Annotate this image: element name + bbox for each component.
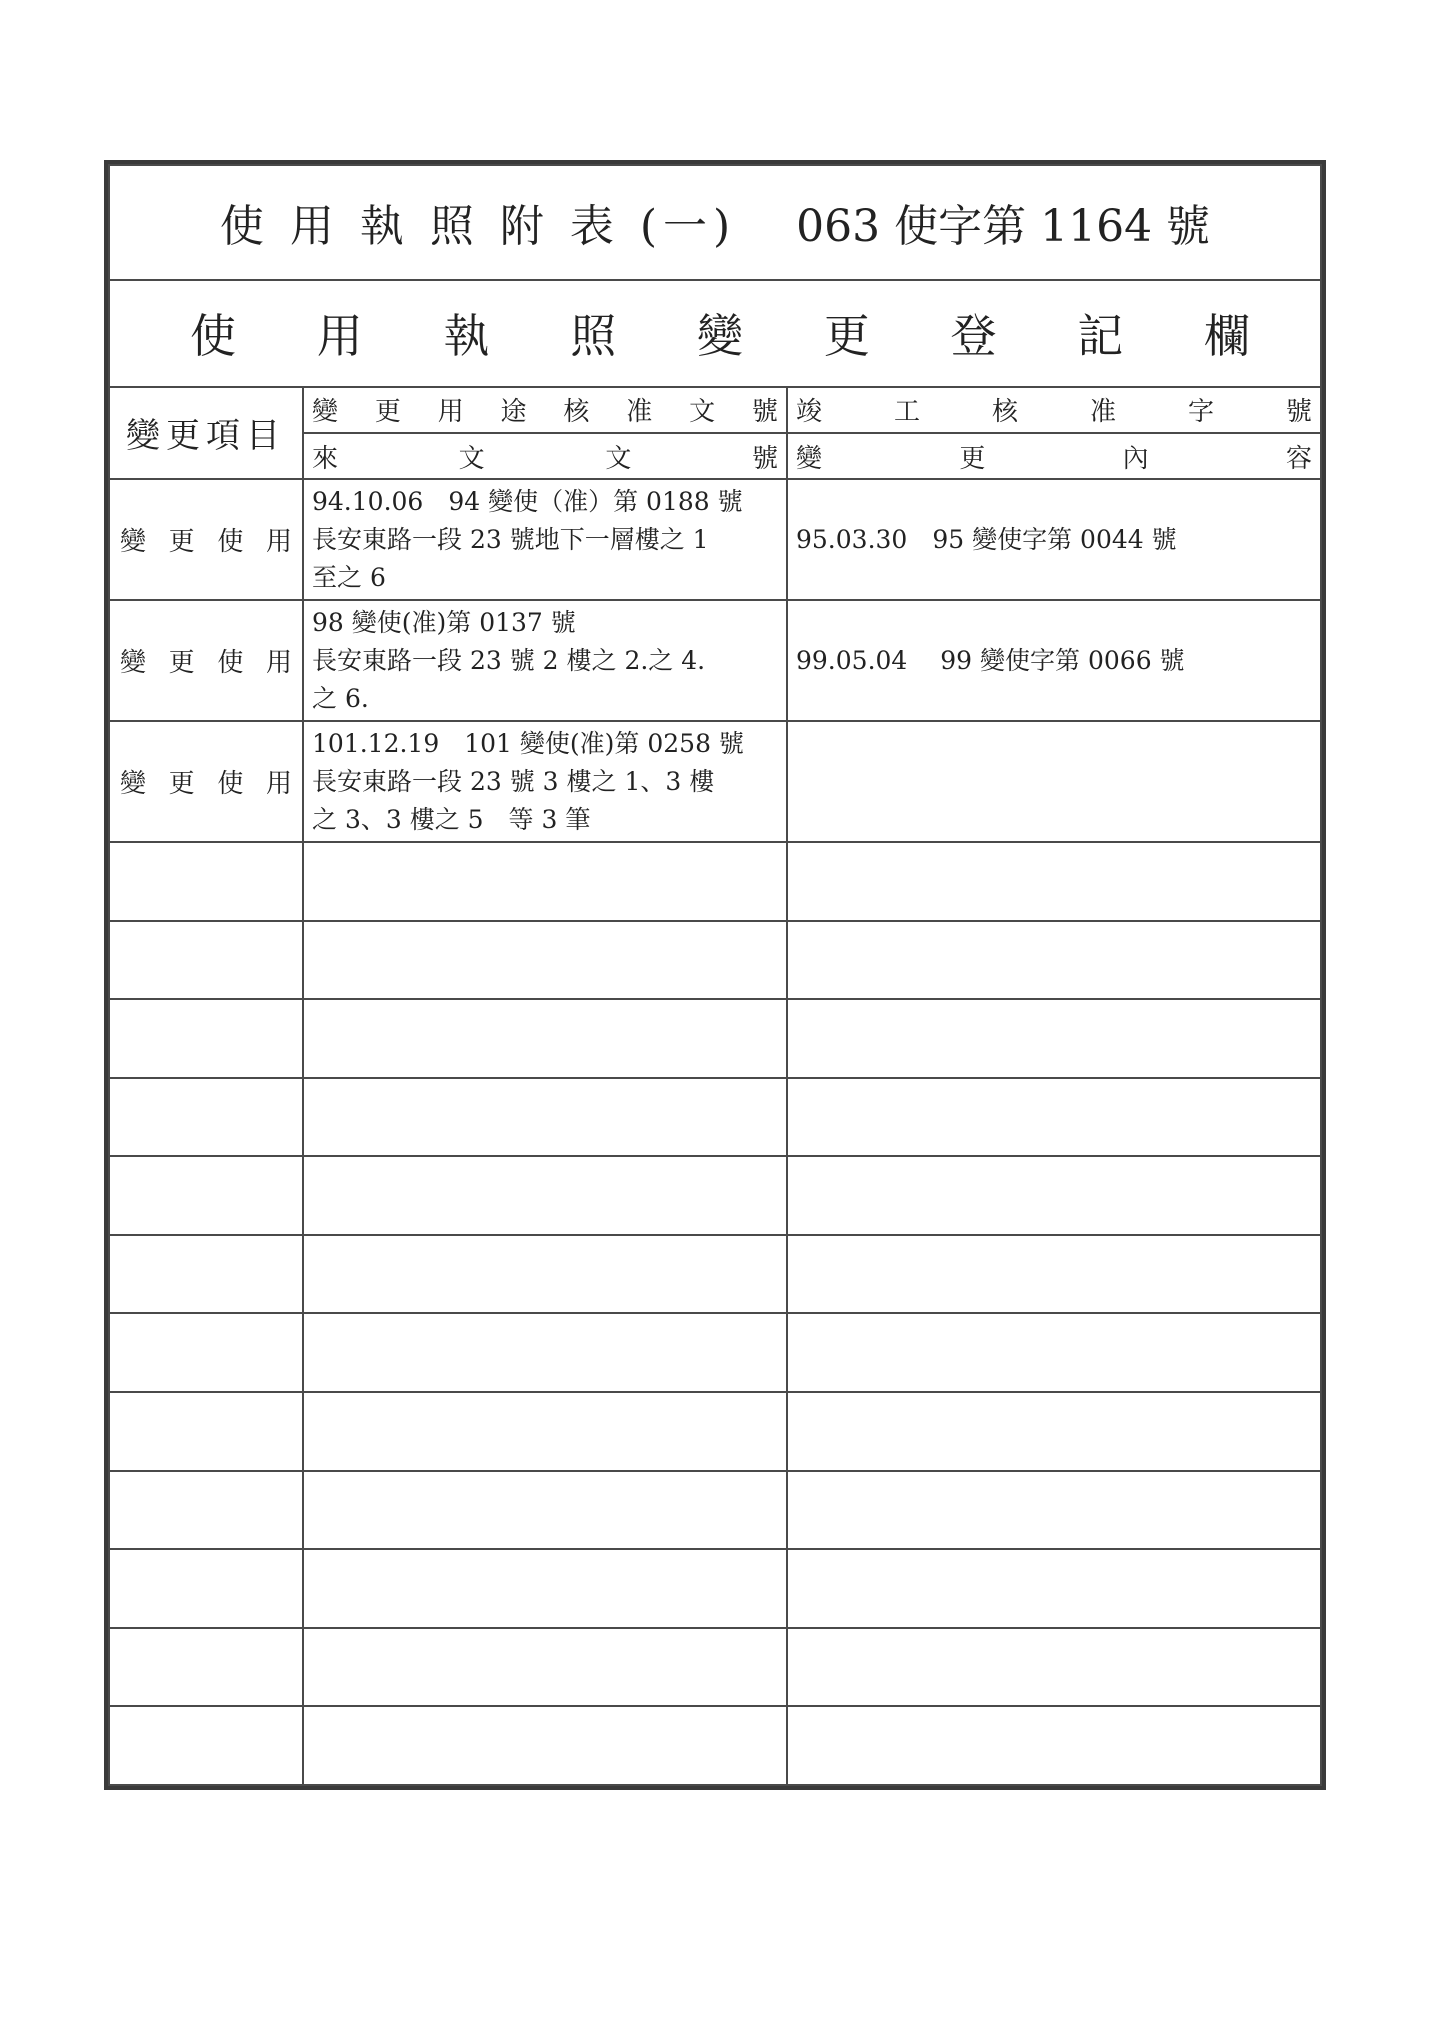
license-number: 063 使字第 1164 號 (796, 201, 1211, 253)
empty-row (109, 1392, 1321, 1471)
table-row (109, 479, 1321, 600)
heading-char: 用 (316, 309, 363, 364)
empty-cell (109, 1628, 303, 1707)
completion-cell (787, 479, 1321, 600)
table-row (109, 600, 1321, 721)
empty-cell (787, 1392, 1321, 1471)
empty-cell (303, 999, 787, 1078)
approval-doc-text: 101.12.19 101 變使(准)第 0258 號 長安東路一段 23 號 3 樓之 1、3 樓 之 3、3 樓之 5 等 3 筆 (312, 728, 744, 834)
empty-row (109, 1156, 1321, 1235)
form-title-prefix: 使 用 執 照 附 表 (一) (219, 201, 737, 253)
empty-row (109, 1313, 1321, 1392)
empty-cell (787, 1628, 1321, 1707)
empty-row (109, 999, 1321, 1078)
approval-doc-cell (303, 721, 787, 842)
empty-row (109, 1078, 1321, 1157)
heading-char: 欄 (1204, 309, 1250, 364)
change-item-char: 變 (120, 769, 147, 799)
empty-cell (109, 1313, 303, 1392)
empty-cell (303, 1392, 787, 1471)
header-char: 字 (1187, 397, 1214, 428)
empty-cell (787, 842, 1321, 921)
license-form (104, 160, 1326, 1790)
header-char: 來 (312, 443, 339, 474)
empty-row (109, 1471, 1321, 1550)
header-char: 更 (374, 397, 401, 428)
change-item-char: 使 (217, 648, 244, 679)
header-completion (787, 387, 1321, 433)
table-row (109, 721, 1321, 842)
header-change-content (787, 433, 1321, 479)
heading-char: 使 (190, 309, 236, 364)
change-item-char: 變 (120, 648, 147, 679)
completion-cell (787, 721, 1321, 842)
empty-row (109, 1549, 1321, 1628)
empty-row (109, 1706, 1321, 1785)
change-item-char: 變 (120, 527, 147, 558)
section-heading (109, 280, 1321, 387)
change-item-char: 更 (168, 527, 195, 558)
empty-cell (109, 1392, 303, 1471)
empty-cell (109, 842, 303, 921)
header-char: 途 (500, 397, 527, 428)
completion-text: 99.05.04 99 變使字第 0066 號 (796, 645, 1185, 675)
empty-cell (303, 1156, 787, 1235)
empty-cell (303, 1313, 787, 1392)
empty-cell (303, 1235, 787, 1314)
header-char: 核 (563, 397, 590, 428)
empty-cell (787, 1706, 1321, 1785)
header-char: 准 (626, 397, 653, 428)
empty-cell (109, 921, 303, 1000)
header-char: 變 (312, 397, 339, 428)
header-char: 內 (1122, 443, 1149, 474)
empty-cell (303, 1549, 787, 1628)
header-approval-doc (303, 387, 787, 433)
empty-cell (787, 921, 1321, 1000)
empty-row (109, 1235, 1321, 1314)
empty-cell (787, 1235, 1321, 1314)
completion-cell (787, 600, 1321, 721)
approval-doc-text: 94.10.06 94 變使（准）第 0188 號 長安東路一段 23 號地下一層樓之 1 至之 6 (312, 486, 743, 592)
header-char: 號 (1285, 397, 1312, 428)
header-char: 容 (1285, 443, 1312, 474)
heading-char: 執 (443, 309, 490, 364)
header-char: 文 (605, 443, 632, 474)
change-item-cell (109, 600, 303, 721)
empty-cell (109, 1706, 303, 1785)
header-char: 文 (458, 443, 485, 474)
heading-char: 記 (1077, 309, 1124, 364)
change-item-char: 使 (217, 769, 244, 799)
empty-row (109, 842, 1321, 921)
change-item-char: 更 (168, 769, 195, 799)
empty-cell (303, 1471, 787, 1550)
change-item-char: 用 (265, 769, 292, 799)
approval-doc-text: 98 變使(准)第 0137 號 長安東路一段 23 號 2 樓之 2.之 4. 之 6. (312, 607, 706, 713)
change-item-char: 用 (265, 527, 292, 558)
empty-cell (787, 1549, 1321, 1628)
heading-char: 更 (823, 309, 870, 364)
header-char: 用 (437, 397, 464, 428)
change-item-char: 使 (217, 527, 244, 558)
empty-cell (109, 1471, 303, 1550)
empty-cell (787, 999, 1321, 1078)
completion-text: 95.03.30 95 變使字第 0044 號 (796, 524, 1177, 554)
change-item-char: 更 (168, 648, 195, 679)
empty-cell (303, 1706, 787, 1785)
change-item-cell (109, 721, 303, 842)
empty-cell (109, 1235, 303, 1314)
empty-cell (303, 1628, 787, 1707)
empty-cell (787, 1156, 1321, 1235)
empty-cell (787, 1078, 1321, 1157)
header-incoming-doc (303, 433, 787, 479)
empty-row (109, 921, 1321, 1000)
empty-cell (109, 999, 303, 1078)
header-char: 准 (1089, 397, 1116, 428)
header-char: 號 (751, 397, 778, 428)
approval-doc-cell (303, 600, 787, 721)
header-char: 文 (689, 397, 716, 428)
header-char: 竣 (796, 397, 823, 428)
header-char: 工 (893, 397, 920, 428)
empty-cell (303, 921, 787, 1000)
empty-cell (303, 842, 787, 921)
form-title (109, 165, 1321, 280)
empty-cell (109, 1078, 303, 1157)
heading-char: 登 (950, 309, 997, 364)
empty-cell (109, 1156, 303, 1235)
empty-row (109, 1628, 1321, 1707)
completion-text (788, 780, 1320, 784)
header-change-item: 變更項目 (109, 387, 303, 480)
header-char: 變 (796, 443, 823, 474)
approval-doc-cell (303, 479, 787, 600)
header-char: 更 (959, 443, 986, 474)
change-registration-table (108, 164, 1322, 1786)
empty-cell (787, 1313, 1321, 1392)
empty-cell (303, 1078, 787, 1157)
header-char: 核 (991, 397, 1018, 428)
heading-char: 照 (570, 309, 617, 364)
change-item-char: 用 (265, 648, 292, 679)
empty-cell (787, 1471, 1321, 1550)
header-char: 號 (751, 443, 778, 474)
change-item-cell (109, 479, 303, 600)
empty-cell (109, 1549, 303, 1628)
heading-char: 變 (697, 309, 743, 364)
